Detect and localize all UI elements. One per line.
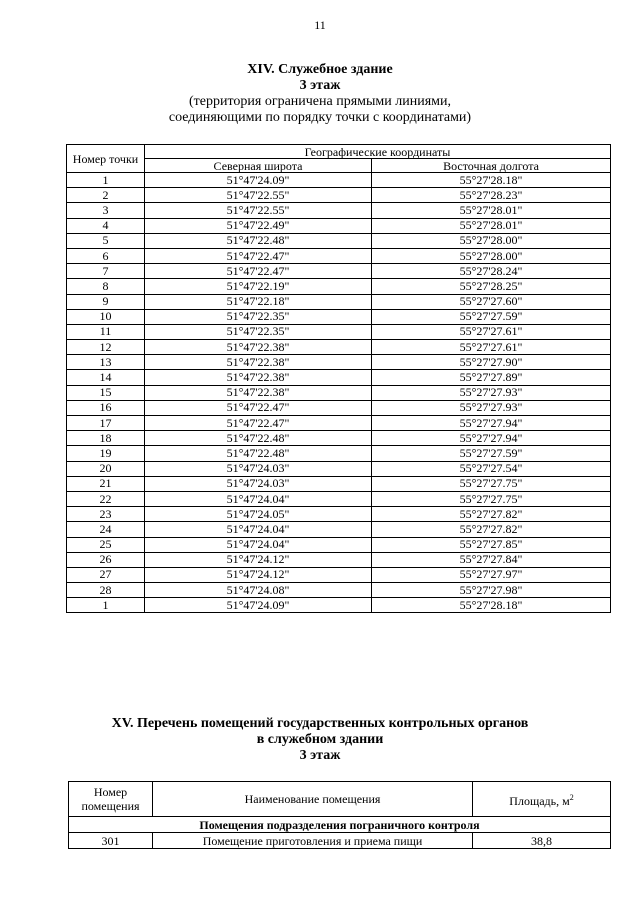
longitude-cell: 55°27'28.18" — [372, 598, 611, 613]
latitude-cell: 51°47'22.47" — [145, 264, 372, 279]
latitude-cell: 51°47'22.38" — [145, 340, 372, 355]
table-row — [67, 567, 611, 582]
table-row — [67, 552, 611, 567]
table-row — [67, 522, 611, 537]
table-row — [67, 385, 611, 400]
point-number-cell: 2 — [67, 188, 145, 203]
point-number-cell: 1 — [67, 598, 145, 613]
point-number-cell: 24 — [67, 522, 145, 537]
section-floor: 3 этаж — [299, 78, 341, 93]
table-row — [67, 248, 611, 263]
latitude-cell: 51°47'22.48" — [145, 233, 372, 248]
coordinates-table — [66, 144, 611, 613]
longitude-cell: 55°27'27.75" — [372, 491, 611, 506]
point-number-cell: 27 — [67, 567, 145, 582]
longitude-cell: 55°27'27.97" — [372, 567, 611, 582]
latitude-cell: 51°47'24.12" — [145, 567, 372, 582]
longitude-cell: 55°27'27.90" — [372, 355, 611, 370]
longitude-cell: 55°27'27.82" — [372, 507, 611, 522]
table-row — [67, 537, 611, 552]
longitude-cell: 55°27'27.85" — [372, 537, 611, 552]
latitude-cell: 51°47'24.04" — [145, 537, 372, 552]
header-room-name: Наименование помещения — [153, 782, 473, 817]
area-unit-superscript: 2 — [569, 792, 574, 802]
point-number-cell: 14 — [67, 370, 145, 385]
longitude-cell: 55°27'27.94" — [372, 431, 611, 446]
table-row — [67, 370, 611, 385]
table-row — [67, 598, 611, 613]
section2-title-line1: XV. Перечень помещений государственных контрольных органов — [111, 716, 529, 731]
table-row — [67, 431, 611, 446]
latitude-cell: 51°47'22.49" — [145, 218, 372, 233]
point-number-cell: 17 — [67, 416, 145, 431]
table-row — [67, 324, 611, 339]
latitude-cell: 51°47'22.38" — [145, 370, 372, 385]
latitude-cell: 51°47'22.48" — [145, 431, 372, 446]
room-area-cell: 38,8 — [473, 833, 611, 849]
table-row — [67, 309, 611, 324]
table-row — [67, 203, 611, 218]
table-row — [67, 218, 611, 233]
point-number-cell: 4 — [67, 218, 145, 233]
rooms-table-body — [69, 817, 611, 849]
longitude-cell: 55°27'27.59" — [372, 446, 611, 461]
point-number-cell: 26 — [67, 552, 145, 567]
point-number-cell: 5 — [67, 233, 145, 248]
table-row — [67, 446, 611, 461]
point-number-cell: 6 — [67, 248, 145, 263]
longitude-cell: 55°27'28.01" — [372, 203, 611, 218]
latitude-cell: 51°47'24.03" — [145, 476, 372, 491]
table-row — [67, 264, 611, 279]
point-number-cell: 20 — [67, 461, 145, 476]
section-xv-heading — [0, 716, 640, 764]
latitude-cell: 51°47'24.05" — [145, 507, 372, 522]
table-row — [67, 279, 611, 294]
latitude-cell: 51°47'22.47" — [145, 400, 372, 415]
point-number-cell: 25 — [67, 537, 145, 552]
page-number: 11 — [314, 18, 326, 32]
longitude-cell: 55°27'27.93" — [372, 385, 611, 400]
point-number-cell: 21 — [67, 476, 145, 491]
latitude-cell: 51°47'22.19" — [145, 279, 372, 294]
longitude-cell: 55°27'28.18" — [372, 173, 611, 188]
table-row — [67, 476, 611, 491]
latitude-cell: 51°47'22.55" — [145, 188, 372, 203]
latitude-cell: 51°47'24.08" — [145, 583, 372, 598]
table-row — [67, 583, 611, 598]
room-name-cell: Помещение приготовления и приема пищи — [153, 833, 473, 849]
section-xiv-heading — [0, 62, 640, 126]
point-number-cell: 18 — [67, 431, 145, 446]
table-row — [69, 833, 611, 849]
section2-floor: 3 этаж — [299, 748, 341, 763]
latitude-cell: 51°47'22.47" — [145, 416, 372, 431]
point-number-cell: 22 — [67, 491, 145, 506]
latitude-cell: 51°47'22.55" — [145, 203, 372, 218]
longitude-cell: 55°27'27.59" — [372, 309, 611, 324]
longitude-cell: 55°27'27.98" — [372, 583, 611, 598]
point-number-cell: 23 — [67, 507, 145, 522]
longitude-cell: 55°27'27.60" — [372, 294, 611, 309]
longitude-cell: 55°27'27.89" — [372, 370, 611, 385]
latitude-cell: 51°47'24.04" — [145, 522, 372, 537]
longitude-cell: 55°27'27.54" — [372, 461, 611, 476]
point-number-cell: 9 — [67, 294, 145, 309]
header-room-area-label: Площадь, м — [509, 793, 570, 808]
header-latitude: Северная широта — [145, 159, 372, 173]
point-number-cell: 16 — [67, 400, 145, 415]
table-row — [67, 416, 611, 431]
latitude-cell: 51°47'24.09" — [145, 598, 372, 613]
point-number-cell: 19 — [67, 446, 145, 461]
latitude-cell: 51°47'22.18" — [145, 294, 372, 309]
point-number-cell: 3 — [67, 203, 145, 218]
latitude-cell: 51°47'22.47" — [145, 248, 372, 263]
table-row — [67, 294, 611, 309]
section-note-line2: соединяющими по порядку точки с координатами) — [168, 110, 472, 125]
table-row — [67, 491, 611, 506]
table-row — [67, 173, 611, 188]
header-room-area — [473, 782, 611, 817]
longitude-cell: 55°27'27.93" — [372, 400, 611, 415]
longitude-cell: 55°27'28.24" — [372, 264, 611, 279]
longitude-cell: 55°27'27.75" — [372, 476, 611, 491]
point-number-cell: 28 — [67, 583, 145, 598]
table-row — [67, 507, 611, 522]
longitude-cell: 55°27'28.01" — [372, 218, 611, 233]
longitude-cell: 55°27'27.82" — [372, 522, 611, 537]
section2-title-line2: в служебном здании — [256, 732, 384, 747]
table-row — [67, 400, 611, 415]
latitude-cell: 51°47'22.48" — [145, 446, 372, 461]
header-point-number-label: Номер точки — [72, 151, 139, 166]
group-row — [69, 817, 611, 833]
point-number-cell: 11 — [67, 324, 145, 339]
header-point-number — [67, 145, 145, 173]
table-row — [67, 340, 611, 355]
section-title: XIV. Служебное здание — [247, 62, 393, 77]
group-header-border-control: Помещения подразделения пограничного контроля — [69, 817, 611, 833]
longitude-cell: 55°27'27.94" — [372, 416, 611, 431]
latitude-cell: 51°47'24.09" — [145, 173, 372, 188]
point-number-cell: 7 — [67, 264, 145, 279]
header-room-number-label: Номер помещения — [81, 785, 140, 813]
longitude-cell: 55°27'28.23" — [372, 188, 611, 203]
header-room-number — [69, 782, 153, 817]
latitude-cell: 51°47'22.35" — [145, 324, 372, 339]
table-row — [67, 461, 611, 476]
longitude-cell: 55°27'27.84" — [372, 552, 611, 567]
longitude-cell: 55°27'27.61" — [372, 324, 611, 339]
latitude-cell: 51°47'22.38" — [145, 385, 372, 400]
longitude-cell: 55°27'28.00" — [372, 233, 611, 248]
table-row — [67, 355, 611, 370]
latitude-cell: 51°47'22.35" — [145, 309, 372, 324]
table-row — [67, 188, 611, 203]
header-longitude: Восточная долгота — [372, 159, 611, 173]
latitude-cell: 51°47'24.12" — [145, 552, 372, 567]
table-row — [67, 233, 611, 248]
latitude-cell: 51°47'24.03" — [145, 461, 372, 476]
point-number-cell: 8 — [67, 279, 145, 294]
rooms-table — [68, 781, 611, 849]
longitude-cell: 55°27'28.00" — [372, 248, 611, 263]
longitude-cell: 55°27'28.25" — [372, 279, 611, 294]
room-number-cell: 301 — [69, 833, 153, 849]
point-number-cell: 12 — [67, 340, 145, 355]
coordinates-table-body — [67, 173, 611, 613]
point-number-cell: 1 — [67, 173, 145, 188]
point-number-cell: 15 — [67, 385, 145, 400]
longitude-cell: 55°27'27.61" — [372, 340, 611, 355]
section-note-line1: (территория ограничена прямыми линиями, — [188, 94, 452, 109]
point-number-cell: 13 — [67, 355, 145, 370]
header-geo-coordinates: Географические координаты — [145, 145, 611, 159]
latitude-cell: 51°47'22.38" — [145, 355, 372, 370]
latitude-cell: 51°47'24.04" — [145, 491, 372, 506]
point-number-cell: 10 — [67, 309, 145, 324]
